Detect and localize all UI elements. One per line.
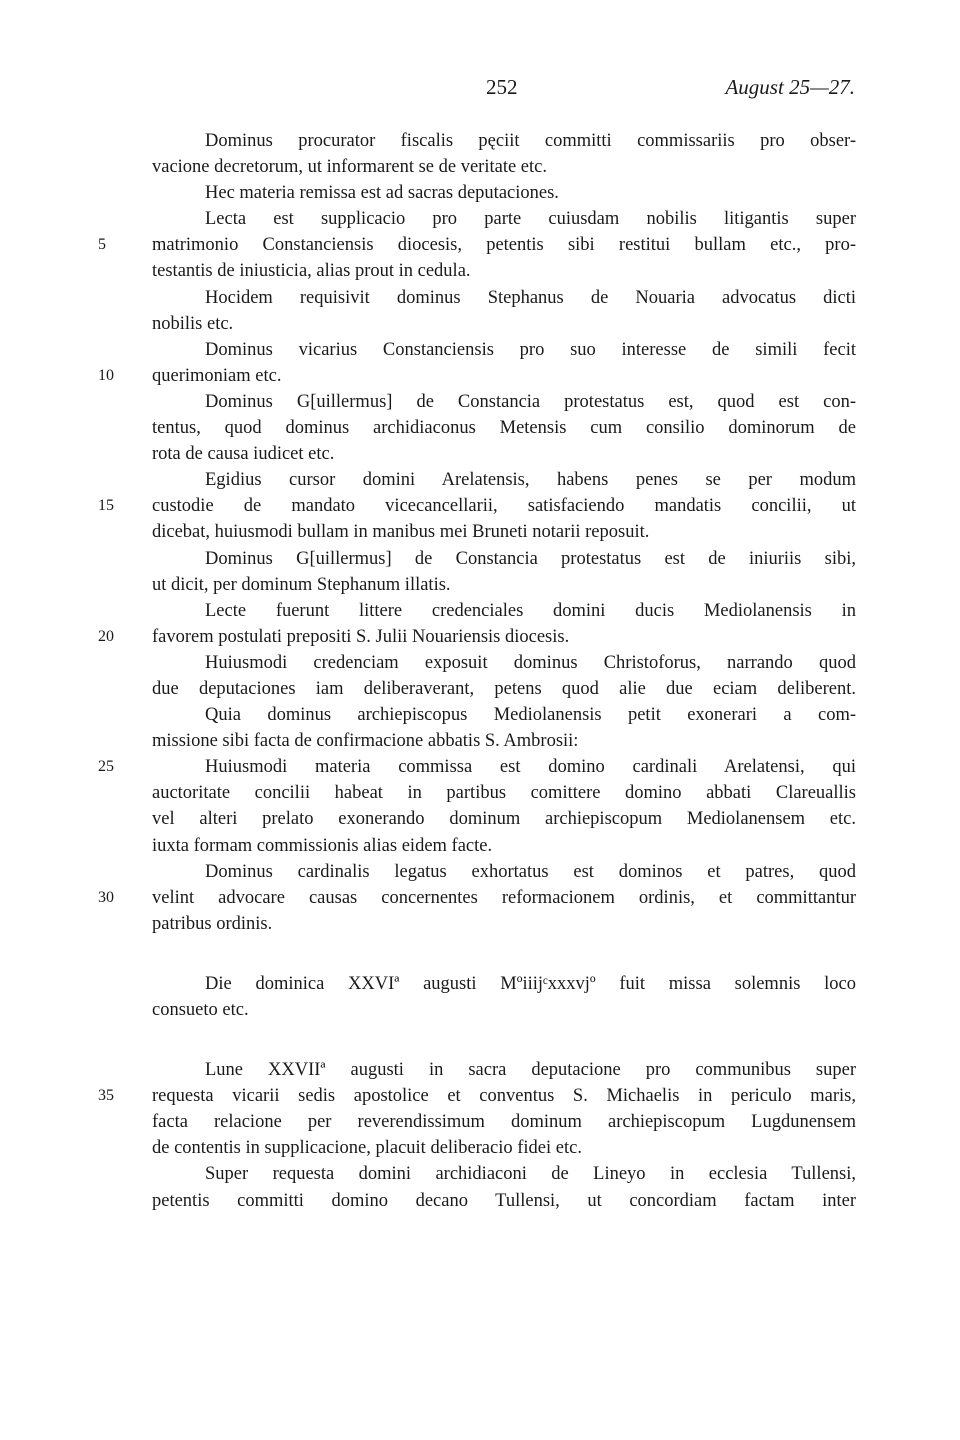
- text-line: [152, 285, 856, 311]
- text-line: [152, 650, 856, 676]
- line-text: Lecta est supplicacio pro parte cuiusdam nobilis litigantis super: [205, 209, 856, 230]
- line-text: dicebat, huiusmodi bullam in manibus mei Bruneti notarii reposuit.: [152, 522, 650, 543]
- line-text: Dominus procurator fiscalis pęciit committi commissariis pro obser-: [205, 131, 856, 151]
- line-text: Super requesta domini archidiaconi de Lineyo in ecclesia Tullensi,: [205, 1164, 856, 1185]
- line-text: Hec materia remissa est ad sacras deputaciones.: [205, 183, 559, 204]
- text-line: [152, 806, 856, 832]
- text-line: [152, 1161, 856, 1187]
- text-line: [152, 258, 856, 284]
- text-line: [152, 911, 856, 937]
- text-line: [152, 311, 856, 337]
- line-text: petentis committi domino decano Tullensi, ut concordiam factam inter: [152, 1190, 856, 1211]
- text-line: [98, 363, 856, 389]
- text-line: [152, 1109, 856, 1135]
- text-line: [152, 572, 856, 598]
- line-text: vacione decretorum, ut informarent se de veritate etc.: [152, 157, 547, 178]
- line-number: 35: [98, 1087, 114, 1105]
- text-line: [98, 1083, 856, 1109]
- text-line: [152, 598, 856, 624]
- line-text: Die dominica XXVIª augusti Mºiiijᶜxxxvjº fuit missa solemnis loco: [205, 973, 856, 994]
- line-text: Dominus cardinalis legatus exhortatus est dominos et patres, quod: [205, 861, 856, 882]
- line-text: testantis de iniusticia, alias prout in cedula.: [152, 261, 471, 282]
- line-text: de contentis in supplicacione, placuit deliberacio fidei etc.: [152, 1138, 582, 1159]
- text-body: [98, 128, 856, 1214]
- text-line: [98, 493, 856, 519]
- line-text: matrimonio Constanciensis diocesis, petentis sibi restitui bullam etc., pro-: [152, 235, 856, 256]
- text-line: [152, 128, 856, 154]
- line-text: rota de causa iudicet etc.: [152, 444, 335, 465]
- line-number: 10: [98, 366, 114, 384]
- line-text: Dominus G[uillermus] de Constancia protestatus est de iniuriis sibi,: [205, 548, 856, 569]
- line-number: 5: [98, 236, 106, 254]
- line-number: 20: [98, 627, 114, 645]
- line-text: favorem postulati prepositi S. Julii Nouariensis diocesis.: [152, 626, 570, 647]
- line-text: nobilis etc.: [152, 313, 234, 334]
- text-line: [152, 833, 856, 859]
- text-line: [152, 859, 856, 885]
- line-number: 15: [98, 497, 114, 515]
- text-line: [152, 1135, 856, 1161]
- text-line: [152, 154, 856, 180]
- line-text: Hocidem requisivit dominus Stephanus de Nouaria advocatus dicti: [205, 287, 856, 308]
- text-line: [152, 728, 856, 754]
- text-line: [152, 971, 856, 997]
- text-line: [152, 206, 856, 232]
- text-line: [152, 441, 856, 467]
- text-line: [152, 519, 856, 545]
- text-line: [152, 997, 856, 1023]
- line-text: Dominus G[uillermus] de Constancia protestatus est, quod est con-: [205, 391, 856, 412]
- section-gap: [152, 1023, 856, 1057]
- text-line: [152, 467, 856, 493]
- page-number: 252: [486, 75, 518, 99]
- text-line: [98, 754, 856, 780]
- line-text: vel alteri prelato exonerando dominum archiepiscopum Mediolanensem etc.: [152, 809, 856, 830]
- line-text: custodie de mandato vicecancellarii, satisfaciendo mandatis concilii, ut: [152, 496, 856, 517]
- text-line: [98, 624, 856, 650]
- line-text: iuxta formam commissionis alias eidem facte.: [152, 835, 493, 856]
- line-number: 25: [98, 758, 114, 776]
- line-text: requesta vicarii sedis apostolice et conventus S. Michaelis in periculo maris,: [152, 1086, 856, 1107]
- text-line: [152, 1188, 856, 1214]
- text-line: [152, 546, 856, 572]
- line-text: auctoritate concilii habeat in partibus comittere domino abbati Clareuallis: [152, 783, 856, 804]
- line-text: ut dicit, per dominum Stephanum illatis.: [152, 574, 451, 595]
- section-gap: [152, 937, 856, 971]
- text-line: [152, 389, 856, 415]
- text-line: [152, 702, 856, 728]
- text-line: [152, 415, 856, 441]
- running-head: August 25—27.: [725, 75, 855, 99]
- line-text: tentus, quod dominus archidiaconus Metensis cum consilio dominorum de: [152, 418, 856, 439]
- line-text: Huiusmodi materia commissa est domino cardinali Arelatensi, qui: [205, 757, 856, 778]
- text-line: [98, 232, 856, 258]
- line-text: Huiusmodi credenciam exposuit dominus Christoforus, narrando quod: [205, 652, 856, 673]
- line-text: due deputaciones iam deliberaverant, petens quod alie due eciam deliberent.: [152, 678, 856, 699]
- line-text: Egidius cursor domini Arelatensis, habens penes se per modum: [205, 470, 856, 491]
- text-line: [152, 180, 856, 206]
- line-text: Quia dominus archiepiscopus Mediolanensis petit exonerari a com-: [205, 705, 856, 726]
- text-line: [152, 1057, 856, 1083]
- text-line: [152, 337, 856, 363]
- text-line: [152, 780, 856, 806]
- text-line: [98, 885, 856, 911]
- line-text: patribus ordinis.: [152, 913, 273, 934]
- line-text: facta relacione per reverendissimum dominum archiepiscopum Lugdunensem: [152, 1112, 856, 1133]
- text-line: [152, 676, 856, 702]
- line-text: Lune XXVIIª augusti in sacra deputacione pro communibus super: [205, 1060, 856, 1081]
- line-text: velint advocare causas concernentes reformacionem ordinis, et committantur: [152, 887, 856, 908]
- line-text: Dominus vicarius Constanciensis pro suo interesse de simili fecit: [205, 339, 856, 360]
- line-number: 30: [98, 888, 114, 906]
- line-text: missione sibi facta de confirmacione abbatis S. Ambrosii:: [152, 731, 579, 752]
- line-text: querimoniam etc.: [152, 365, 282, 386]
- line-text: Lecte fuerunt littere credenciales domini ducis Mediolanensis in: [205, 600, 856, 621]
- line-text: consueto etc.: [152, 1000, 249, 1020]
